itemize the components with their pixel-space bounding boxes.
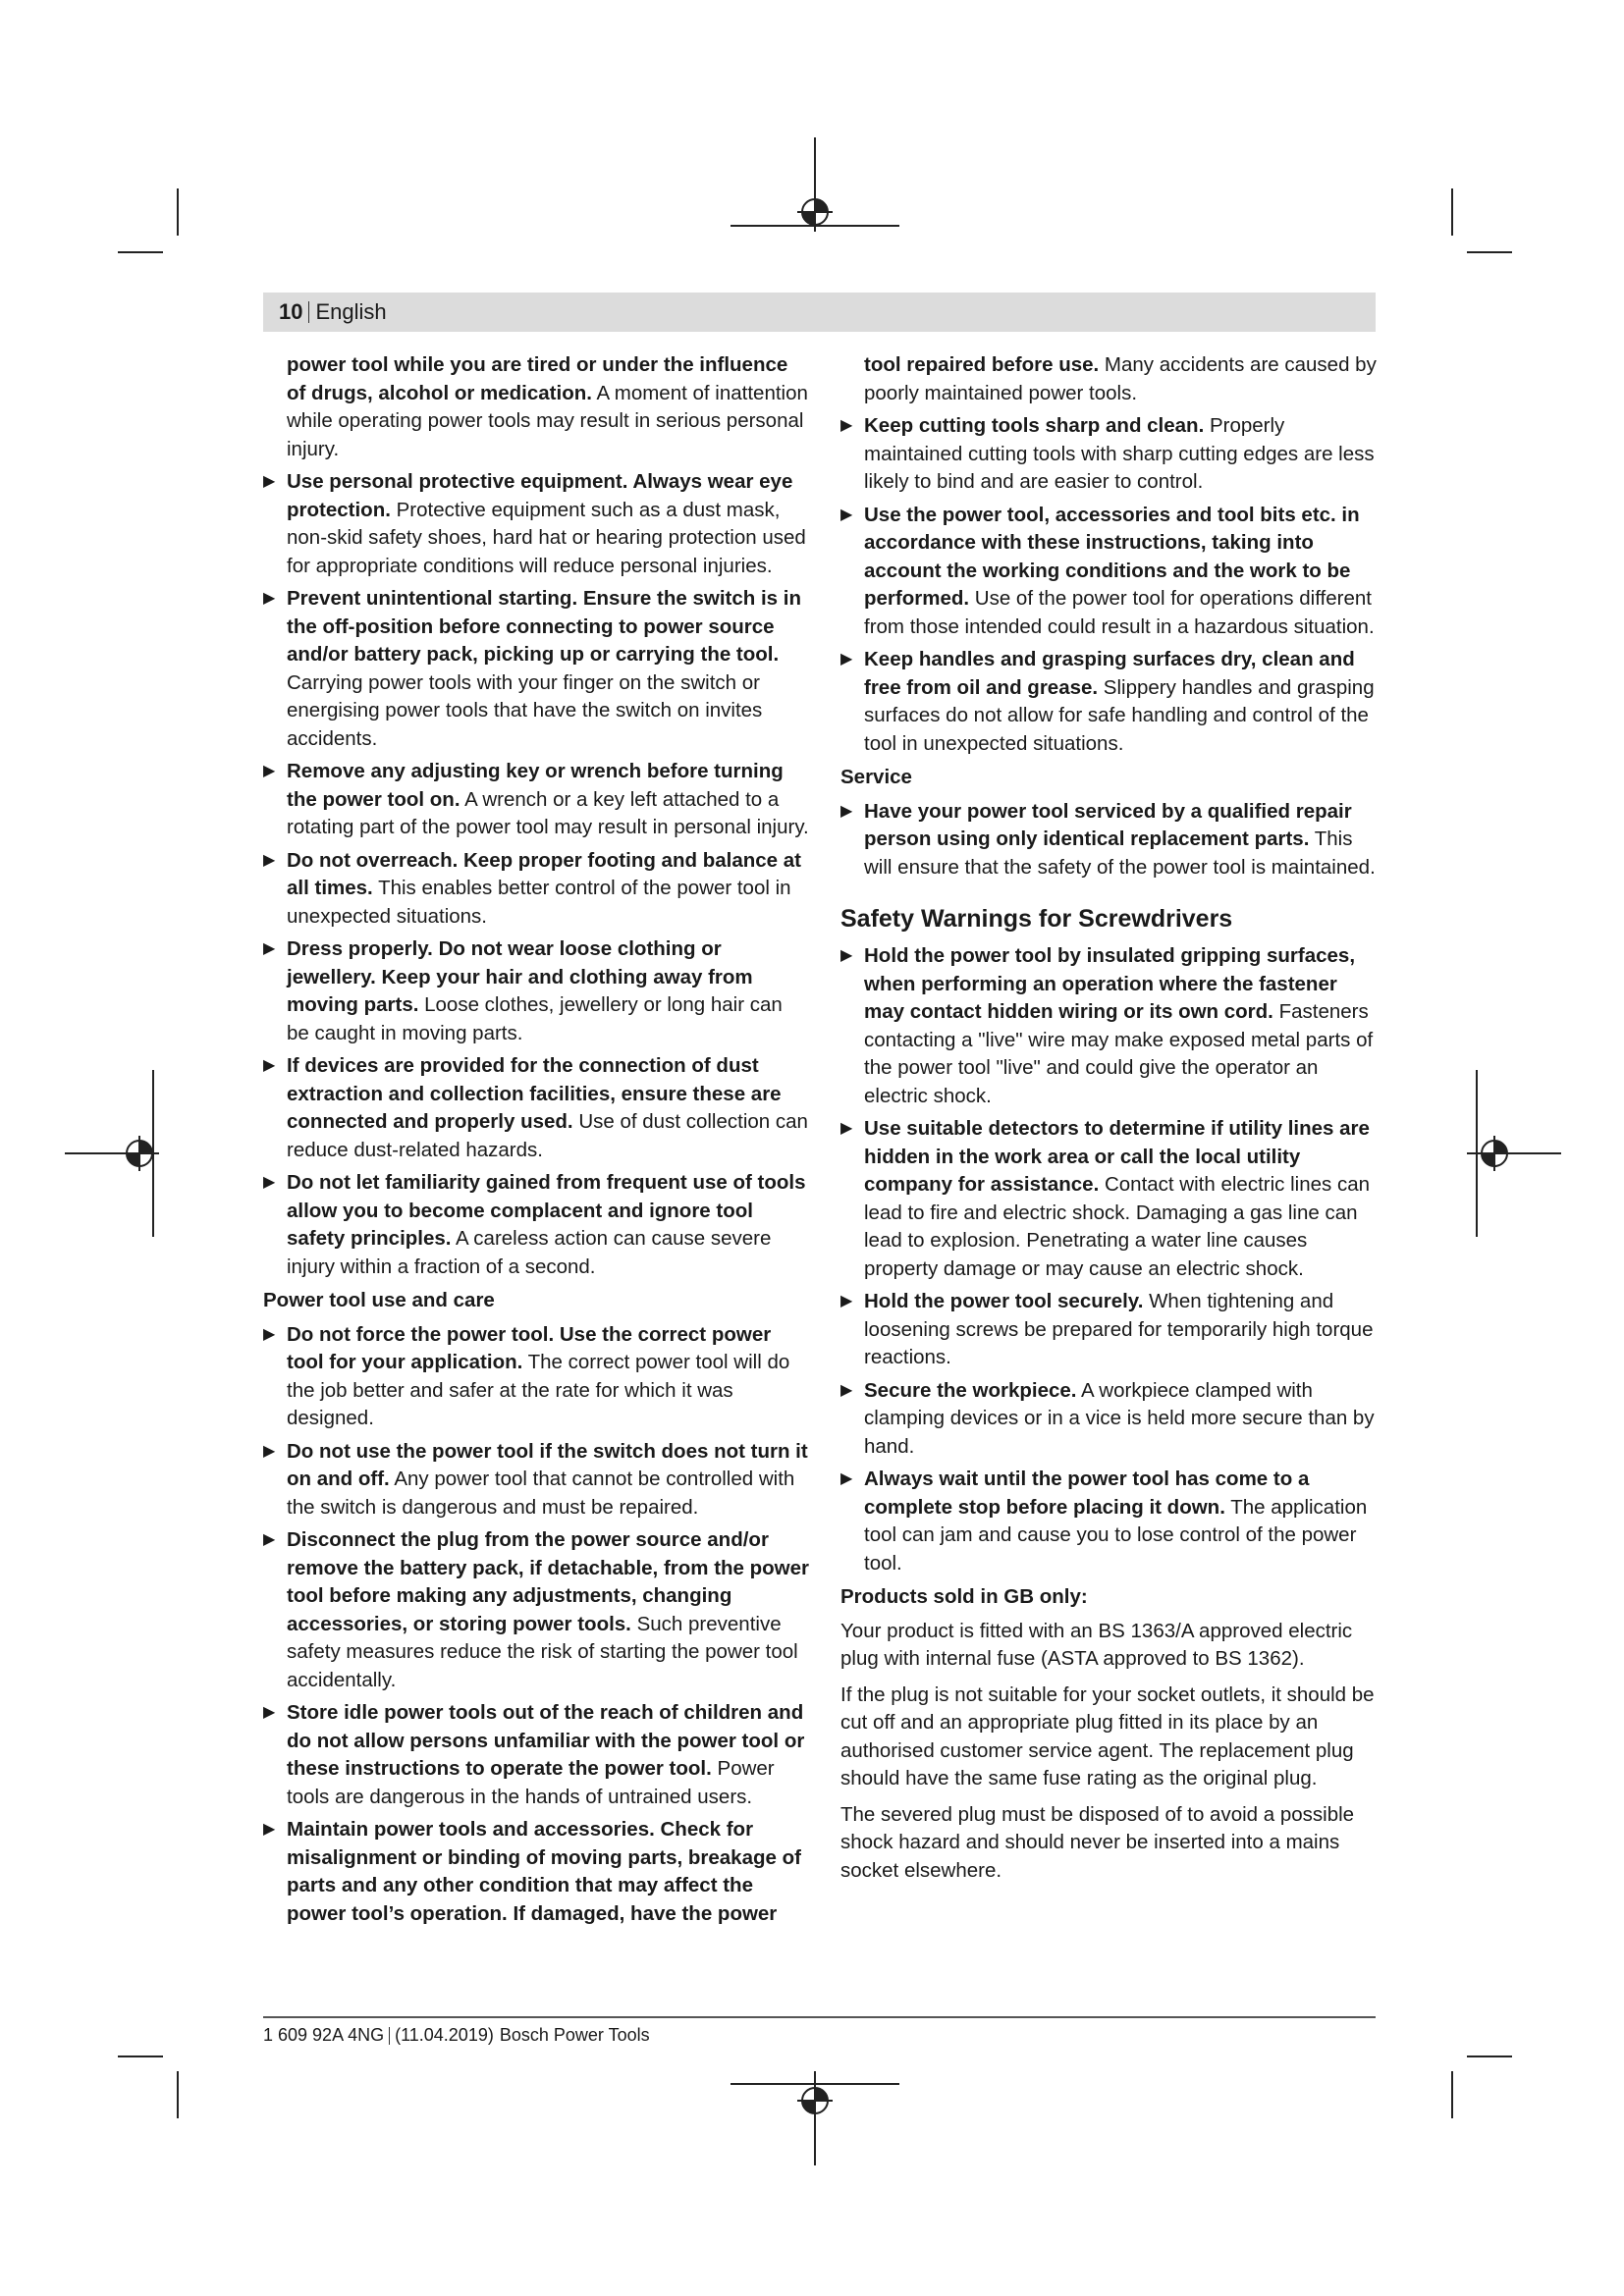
crop-mark: [177, 2071, 179, 2118]
triangle-bullet-icon: ▶: [840, 947, 853, 964]
continuation-bold: tool repaired before use.: [864, 353, 1100, 376]
triangle-bullet-icon: ▶: [840, 506, 853, 523]
bullet-text: Any power tool that cannot be controlled with the switch is dangerous and must be repaired.: [287, 1468, 795, 1519]
right-bullet-list-a: [840, 412, 1379, 758]
bullet-text: Slippery handles and grasping surfaces do not allow for safe handling and control of the tool in unexpected situations.: [864, 675, 1375, 755]
crop-mark: [1451, 2071, 1453, 2118]
bullet-bold-text: Secure the workpiece.: [864, 1378, 1077, 1402]
triangle-bullet-icon: ▶: [840, 651, 853, 667]
triangle-bullet-icon: ▶: [840, 417, 853, 434]
triangle-bullet-icon: ▶: [263, 940, 276, 957]
section-heading-screwdrivers: Safety Warnings for Screwdrivers: [840, 905, 1233, 933]
bullet-bold-text: Always wait until the power tool has come to a complete stop before placing it down.: [864, 1468, 1310, 1519]
subheading-power-tool-use: Power tool use and care: [263, 1289, 495, 1311]
subheading-gb-products: Products sold in GB only:: [840, 1585, 1088, 1608]
bullet-text: Power tools are dangerous in the hands of untrained users.: [287, 1757, 775, 1808]
bullet-item: [840, 1466, 1379, 1577]
triangle-bullet-icon: ▶: [263, 1325, 276, 1343]
bullet-item: [263, 1169, 809, 1281]
bullet-text: Properly maintained cutting tools with sharp cutting edges are less likely to bind and are easier to control.: [864, 414, 1375, 493]
continuation-paragraph: [263, 351, 809, 463]
bullet-bold-text: Do not let familiarity gained from frequent use of tools allow you to become complacent and ignore tool safety principles.: [287, 1171, 806, 1250]
triangle-bullet-icon: ▶: [840, 1381, 853, 1399]
bullet-item: [840, 646, 1379, 758]
bullet-bold-text: Remove any adjusting key or wrench before turning the power tool on.: [287, 760, 784, 811]
crop-mark: [118, 2056, 163, 2057]
page-footer: [263, 2025, 650, 2046]
bullet-item: [263, 1052, 809, 1164]
bullet-item: [263, 1438, 809, 1522]
bullet-bold-text: Hold the power tool securely.: [864, 1290, 1144, 1312]
screwdriver-bullet-list: [840, 942, 1379, 1577]
bullet-text: Contact with electric lines can lead to fire and electric shock. Damaging a gas line can lead to explosion. Penetrating a water line causes property damage or may cause an electric shock.: [864, 1173, 1370, 1280]
triangle-bullet-icon: ▶: [263, 590, 276, 607]
bullet-item: [263, 1816, 809, 1928]
footer-divider: [389, 2027, 390, 2045]
bullet-text: The application tool can jam and cause you to lose control of the power tool.: [864, 1495, 1368, 1575]
bullet-item: [840, 942, 1379, 1110]
left-bullet-list-b: [263, 1321, 809, 1929]
bullet-bold-text: Prevent unintentional starting. Ensure the switch is in the off-position before connecting to power source and/or battery pack, picking up or carrying the tool.: [287, 587, 801, 666]
registration-mark-icon: [1477, 1136, 1512, 1171]
registration-mark-icon: [122, 1136, 157, 1171]
footer-date: (11.04.2019): [395, 2025, 494, 2045]
triangle-bullet-icon: ▶: [263, 1442, 276, 1460]
footer-doc-number: 1 609 92A 4NG: [263, 2025, 385, 2045]
bullet-text: Protective equipment such as a dust mask, non-skid safety shoes, hard hat or hearing protection used for appropriate conditions will reduce personal injuries.: [287, 498, 806, 577]
gb-paragraph: Your product is fitted with an BS 1363/A approved electric plug with internal fuse (ASTA approved to BS 1362).: [840, 1619, 1353, 1670]
page-number: 10: [279, 299, 303, 324]
bullet-text: A careless action can cause severe injury within a fraction of a second.: [287, 1227, 772, 1278]
left-column: [263, 351, 809, 1933]
bullet-item: [263, 758, 809, 842]
bullet-bold-text: Maintain power tools and accessories. Check for misalignment or binding of moving parts, breakage of parts and any other condition that may affect the power tool’s operation. If damaged, have the power: [287, 1818, 801, 1925]
bullet-item: [263, 1699, 809, 1811]
gb-paragraph: The severed plug must be disposed of to avoid a possible shock hazard and should never be inserted into a mains socket elsewhere.: [840, 1802, 1355, 1882]
crop-mark: [118, 251, 163, 253]
header-language: English: [315, 299, 387, 324]
triangle-bullet-icon: ▶: [840, 802, 853, 820]
right-column: [840, 351, 1379, 1885]
registration-mark-icon: [797, 2083, 833, 2118]
triangle-bullet-icon: ▶: [840, 1470, 853, 1487]
bullet-text: Use of the power tool for operations different from those intended could result in a hazardous situation.: [864, 587, 1375, 638]
bullet-item: [263, 1526, 809, 1694]
bullet-bold-text: Do not use the power tool if the switch does not turn it on and off.: [287, 1439, 808, 1490]
triangle-bullet-icon: ▶: [263, 1704, 276, 1721]
bullet-bold-text: Do not overreach. Keep proper footing and balance at all times.: [287, 848, 801, 899]
bullet-text: Loose clothes, jewellery or long hair can be caught in moving parts.: [287, 993, 783, 1044]
bullet-item: [263, 468, 809, 580]
triangle-bullet-icon: ▶: [263, 763, 276, 779]
triangle-bullet-icon: ▶: [263, 473, 276, 490]
bullet-text: Use of dust collection can reduce dust-related hazards.: [287, 1110, 808, 1161]
left-bullet-list-a: [263, 468, 809, 1281]
crop-mark: [177, 188, 179, 236]
subheading-service: Service: [840, 766, 912, 788]
bullet-text: The correct power tool will do the job better and safer at the rate for which it was designed.: [287, 1351, 790, 1429]
registration-mark-icon: [797, 194, 833, 230]
bullet-bold-text: Keep handles and grasping surfaces dry, clean and free from oil and grease.: [864, 648, 1355, 699]
footer-brand: Bosch Power Tools: [499, 2025, 650, 2045]
crop-mark: [1467, 2056, 1512, 2057]
page-header: [263, 293, 1376, 332]
bullet-text: Such preventive safety measures reduce the risk of starting the power tool accidentally.: [287, 1612, 798, 1691]
bullet-bold-text: Hold the power tool by insulated gripping surfaces, when performing an operation where the fastener may contact hidden wiring or its own cord.: [864, 944, 1356, 1023]
bullet-item: [840, 1377, 1379, 1462]
bullet-item: [263, 847, 809, 932]
header-divider: [308, 301, 309, 323]
continuation-bold: power tool while you are tired or under the influence of drugs, alcohol or medication.: [287, 353, 788, 404]
bullet-item: [840, 1288, 1379, 1372]
bullet-text: When tightening and loosening screws be prepared for temporarily high torque reactions.: [864, 1290, 1374, 1368]
bullet-text: This will ensure that the safety of the power tool is maintained.: [864, 828, 1376, 879]
continuation-text: Many accidents are caused by poorly maintained power tools.: [864, 353, 1377, 404]
bullet-bold-text: Disconnect the plug from the power source and/or remove the battery pack, if detachable, from the power tool before making any adjustments, changing accessories, or storing power tools.: [287, 1528, 810, 1635]
gb-paragraph: If the plug is not suitable for your socket outlets, it should be cut off and an appropriate plug fitted in its place by an authorised customer service agent. The replacement plug should have the same fuse rating as the original plug.: [840, 1682, 1375, 1789]
bullet-item: [840, 798, 1379, 882]
triangle-bullet-icon: ▶: [263, 851, 276, 869]
bullet-bold-text: Dress properly. Do not wear loose clothing or jewellery. Keep your hair and clothing away from moving parts.: [287, 937, 753, 1016]
continuation-paragraph: [840, 351, 1379, 407]
bullet-item: [263, 935, 809, 1047]
bullet-text: Carrying power tools with your finger on the switch or energising power tools that have the switch on invites accidents.: [287, 670, 763, 750]
bullet-bold-text: Store idle power tools out of the reach of children and do not allow persons unfamiliar with the power tool or these instructions to operate the power tool.: [287, 1701, 805, 1780]
triangle-bullet-icon: ▶: [263, 1531, 276, 1548]
triangle-bullet-icon: ▶: [840, 1293, 853, 1309]
service-bullet-list: [840, 798, 1379, 882]
bullet-bold-text: Use suitable detectors to determine if utility lines are hidden in the work area or call the local utility company for assistance.: [864, 1117, 1370, 1196]
bullet-bold-text: Use the power tool, accessories and tool bits etc. in accordance with these instructions, taking into account the working conditions and the work to be performed.: [864, 503, 1360, 610]
bullet-item: [840, 1115, 1379, 1283]
footer-rule: [263, 2016, 1376, 2018]
bullet-bold-text: Use personal protective equipment. Always wear eye protection.: [287, 470, 793, 521]
bullet-item: [263, 585, 809, 753]
bullet-item: [263, 1321, 809, 1433]
triangle-bullet-icon: ▶: [263, 1057, 276, 1074]
continuation-text: A moment of inattention while operating power tools may result in serious personal injury.: [287, 381, 808, 460]
bullet-text: A wrench or a key left attached to a rotating part of the power tool may result in personal injury.: [287, 787, 809, 838]
bullet-text: A workpiece clamped with clamping devices or in a vice is held more secure than by hand.: [864, 1378, 1375, 1458]
bullet-text: Fasteners contacting a "live" wire may make exposed metal parts of the power tool "live" and could give the operator an electric shock.: [864, 1000, 1374, 1107]
bullet-bold-text: If devices are provided for the connection of dust extraction and collection facilities, ensure these are connected and properly used.: [287, 1054, 782, 1133]
triangle-bullet-icon: ▶: [840, 1120, 853, 1137]
bullet-text: This enables better control of the power tool in unexpected situations.: [287, 877, 791, 928]
bullet-bold-text: Keep cutting tools sharp and clean.: [864, 414, 1205, 437]
bullet-item: [840, 412, 1379, 497]
crop-mark: [1467, 251, 1512, 253]
triangle-bullet-icon: ▶: [263, 1821, 276, 1838]
triangle-bullet-icon: ▶: [263, 1174, 276, 1191]
bullet-bold-text: Do not force the power tool. Use the correct power tool for your application.: [287, 1322, 772, 1373]
crop-mark: [1451, 188, 1453, 236]
bullet-bold-text: Have your power tool serviced by a qualified repair person using only identical replacement parts.: [864, 799, 1352, 850]
bullet-item: [840, 502, 1379, 642]
